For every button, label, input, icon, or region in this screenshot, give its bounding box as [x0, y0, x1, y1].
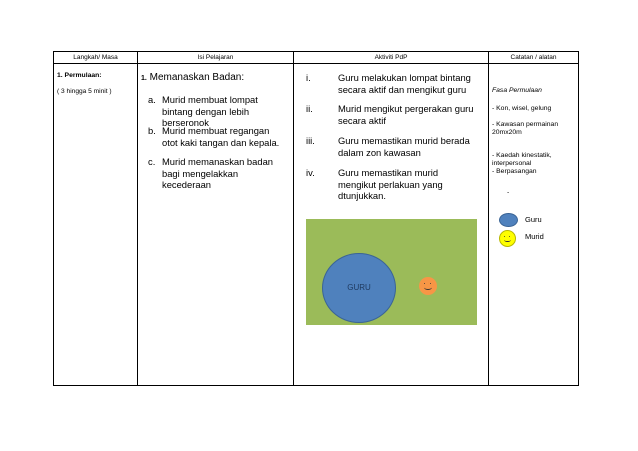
item-text: Guru memastikan murid mengikut perlakuan yang dtunjukkan. [338, 167, 443, 201]
header-langkah: Langkah/ Masa [54, 52, 138, 64]
phase-note: Fasa Permulaan [492, 87, 542, 94]
table-header-row [54, 52, 579, 64]
murid-smiley-icon [419, 277, 437, 295]
list-item [298, 103, 483, 126]
step-title: 1. Permulaan: [57, 72, 102, 79]
item-text: Murid membuat regangan otot kaki tangan dan kepala. [162, 125, 280, 148]
area-note: - Kawasan permainan 20mx20m [492, 121, 559, 136]
item-text: Guru melakukan lompat bintang secara aktif dan mengikut guru [338, 72, 471, 95]
guru-legend-label: Guru [525, 215, 542, 224]
list-item [298, 167, 483, 202]
item-text: Guru memastikan murid berada dalam zon kawasan [338, 135, 470, 158]
list-item [148, 94, 287, 129]
list-item [148, 156, 287, 191]
lesson-plan-table [53, 51, 579, 386]
item-text: Murid mengikut pergerakan guru secara aktif [338, 103, 474, 126]
item-letter: c. [148, 156, 156, 167]
item-numeral: i. [306, 72, 311, 83]
item-text: Murid memanaskan badan bagi mengelakkan kecederaan [162, 156, 273, 190]
item-numeral: iv. [306, 167, 315, 178]
list-item [298, 135, 483, 158]
guru-legend-icon [499, 213, 518, 227]
header-catatan: Catatan / alatan [489, 52, 579, 64]
tools-note: - Kon, wisel, gelung [492, 105, 552, 112]
field-diagram [306, 219, 477, 325]
item-letter: b. [148, 125, 156, 136]
item-numeral: ii. [306, 103, 313, 114]
langkah-cell [54, 64, 138, 386]
item-numeral: iii. [306, 135, 315, 146]
content-number: 1. [141, 75, 147, 82]
item-text: Murid membuat lompat bintang dengan lebih berseronok [162, 94, 258, 128]
dot-note: - [507, 189, 510, 196]
list-item [298, 72, 483, 95]
method-note: - Kaedah kinestatik, interpersonal [492, 152, 552, 167]
content-heading [141, 72, 244, 83]
header-isi: Isi Pelajaran [138, 52, 294, 64]
isi-cell [138, 64, 294, 386]
aktiviti-cell [294, 64, 489, 386]
murid-legend-label: Murid [525, 232, 544, 241]
pair-note: - Berpasangan [492, 168, 537, 175]
guru-circle [322, 253, 396, 323]
item-letter: a. [148, 94, 156, 105]
catatan-cell [489, 64, 579, 386]
header-aktiviti: Aktiviti PdP [294, 52, 489, 64]
murid-legend-icon [499, 230, 516, 247]
table-row [54, 64, 579, 386]
content-title: Memanaskan Badan: [149, 72, 245, 83]
step-duration: ( 3 hingga 5 minit ) [57, 88, 112, 95]
list-item [148, 125, 287, 148]
guru-label: GURU [347, 283, 371, 292]
